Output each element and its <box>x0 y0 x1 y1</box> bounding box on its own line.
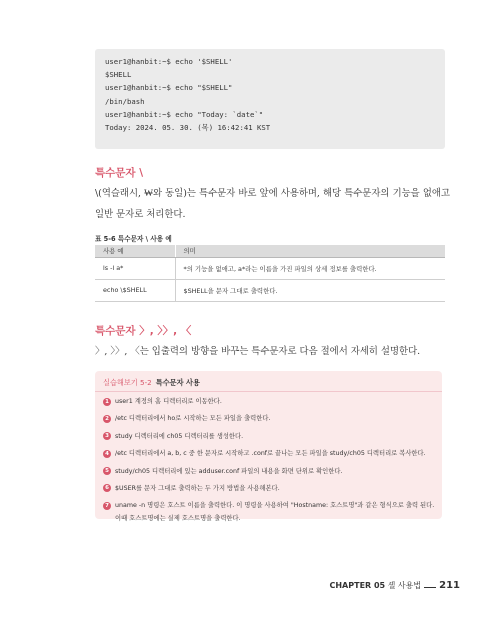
step-number-badge: 3 <box>103 432 111 440</box>
practice-step <box>103 430 435 443</box>
table-cell: echo \$SHELL <box>95 279 175 301</box>
section-body-backslash: \(역슬래시, ₩와 동일)는 특수문자 바로 앞에 사용하며, 해당 특수문자의 기능을 없애고 일반 문자로 처리한다. <box>95 188 450 220</box>
practice-step <box>103 447 435 460</box>
table-cell: ls -l a* <box>95 257 175 279</box>
step-number-badge: 4 <box>103 450 111 458</box>
table-row <box>95 257 445 279</box>
section-heading-backslash: 특수문자 \ <box>95 167 144 179</box>
table-header-cell: 의미 <box>175 245 445 257</box>
code-line: user1@hanbit:~$ echo '$SHELL' <box>105 57 233 66</box>
practice-divider <box>95 391 442 392</box>
step-text: study 디렉터리에 ch05 디렉터리를 생성한다. <box>115 432 244 440</box>
practice-step <box>103 412 435 425</box>
section-body-redirect: 〉, 〉〉, 〈는 입출력의 방향을 바꾸는 특수문자로 다음 절에서 자세히 설명한다. <box>95 346 421 357</box>
footer-chapter-title: 셸 사용법 <box>387 581 422 590</box>
code-example-block <box>95 49 445 149</box>
step-text: /etc 디렉터리에서 ho로 시작하는 모든 파일을 출력한다. <box>115 415 271 423</box>
step-number-badge: 7 <box>103 502 111 510</box>
page-footer <box>329 580 460 591</box>
practice-box <box>95 371 442 523</box>
step-text: study/ch05 디렉터리에 있는 adduser.conf 파일의 내용을 화면 단위로 확인한다. <box>115 467 343 475</box>
code-line: user1@hanbit:~$ echo "$SHELL" <box>105 83 233 93</box>
usage-table <box>95 245 445 302</box>
table-cell: $SHELL을 문자 그대로 출력한다. <box>175 279 445 301</box>
practice-steps <box>103 395 435 530</box>
table-row <box>95 279 445 301</box>
practice-title <box>103 375 200 390</box>
step-text: uname -n 명령은 호스트 이름을 출력한다. 이 명령을 사용하여 "Hostname: 호스트명"과 같은 형식으로 출력 된다. 이때 호스트명에는 실제 호스트명을 출력한다. <box>115 502 435 523</box>
footer-chapter: CHAPTER 05 <box>329 581 386 590</box>
footer-rule <box>424 587 436 588</box>
section-heading-redirect: 특수문자 〉, 〉〉, 〈 <box>95 325 192 337</box>
practice-step <box>103 395 435 408</box>
step-number-badge: 1 <box>103 398 111 406</box>
step-text: $USER를 문자 그대로 출력하는 두 가지 방법을 사용해본다. <box>115 484 280 492</box>
step-text: /etc 디렉터리에서 a, b, c 중 한 문자로 시작하고 .conf로 끝나는 모든 파일을 study/ch05 디렉터리로 복사한다. <box>115 450 426 458</box>
step-number-badge: 6 <box>103 484 111 492</box>
table-header-row <box>95 245 445 257</box>
practice-tag: 실습해보기 5-2 <box>103 377 152 387</box>
code-line: user1@hanbit:~$ echo "Today: `date`" <box>105 109 264 119</box>
table-header-cell: 사용 예 <box>95 245 175 257</box>
page-number: 211 <box>439 580 460 591</box>
practice-name: 특수문자 사용 <box>155 377 200 387</box>
practice-step <box>103 499 435 525</box>
code-line: Today: 2024. 05. 30. (목) 16:42:41 KST <box>105 122 271 132</box>
table-caption: 표 5-6 특수문자 \ 사용 예 <box>95 235 172 243</box>
code-line: /bin/bash <box>105 96 145 106</box>
step-number-badge: 5 <box>103 467 111 475</box>
table-cell: *의 기능을 없애고, a*라는 이름을 가진 파일의 상세 정보를 출력한다. <box>175 257 445 279</box>
practice-step <box>103 482 435 495</box>
code-line: $SHELL <box>105 70 132 80</box>
practice-step <box>103 465 435 478</box>
step-text: user1 계정의 홈 디렉터리로 이동한다. <box>115 398 222 405</box>
step-number-badge: 2 <box>103 415 111 423</box>
